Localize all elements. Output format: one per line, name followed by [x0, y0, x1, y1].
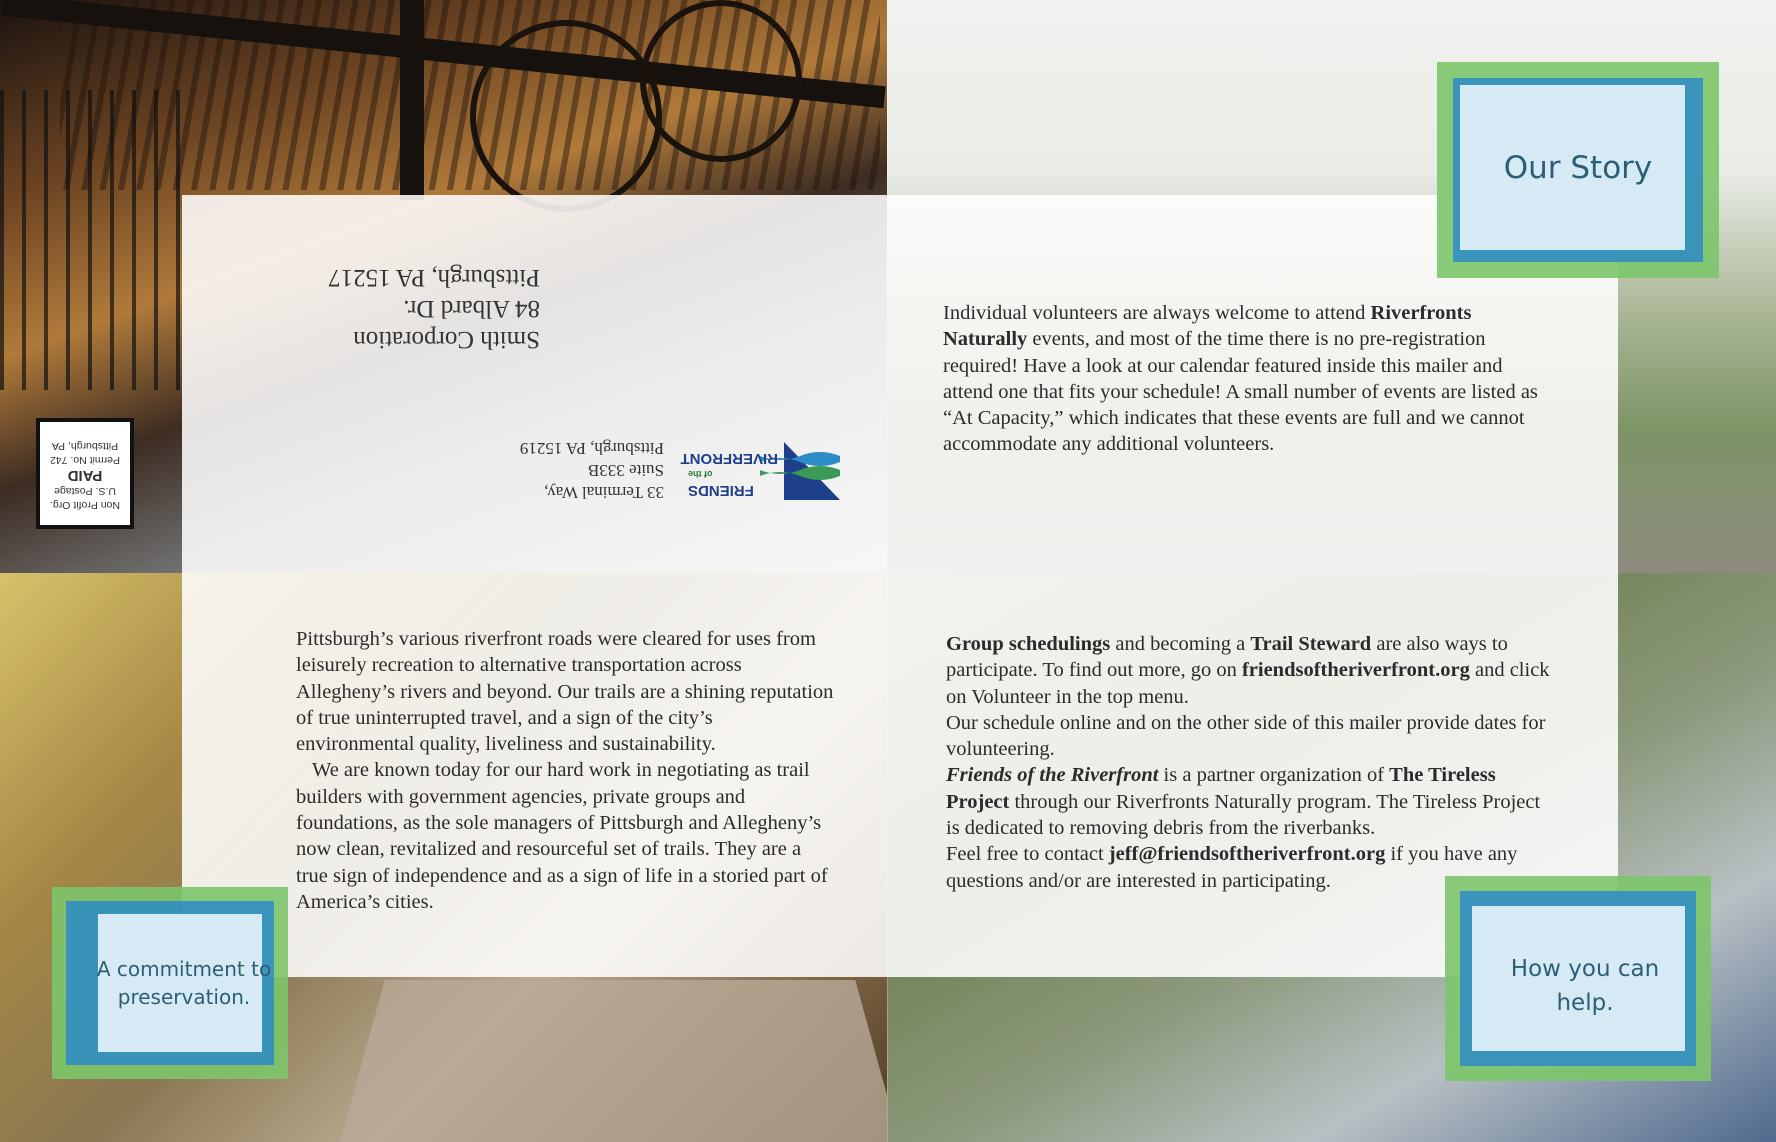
intro-program-name: Riverfronts Naturally	[943, 302, 1472, 351]
commitment-box	[52, 887, 288, 1079]
how-help-title: How you can help.	[1510, 956, 1660, 1016]
trail-path	[340, 980, 900, 1142]
logo-line-friends: FRIENDS	[688, 482, 754, 499]
org-name: Friends of the Riverfront	[946, 764, 1159, 787]
our-story-box	[1437, 62, 1719, 278]
help-text: and click on Volunteer in the top menu.	[946, 659, 1550, 708]
our-story-title: Our Story	[1503, 150, 1653, 186]
help-text: through our Riverfronts Naturally program. The Tireless Project is dedicated to removing debris from the riverbanks.	[946, 790, 1541, 840]
postage-line: U.S. Postage	[54, 485, 116, 498]
return-suite: Suite 333B	[587, 461, 664, 480]
help-paragraph-2: Our schedule online and on the other side of this mailer provide dates for volunteering.	[946, 711, 1546, 761]
history-section	[296, 626, 836, 915]
postage-line: Non Profit Org.	[49, 499, 121, 511]
website-link: friendsoftheriverfront.org	[1241, 659, 1470, 682]
how-you-can-help-box	[1445, 876, 1711, 1081]
help-text: are also ways to participate. To find out more, go on	[946, 633, 1508, 682]
help-bold: Trail Steward	[1250, 633, 1372, 655]
postage-line: Pittsburgh, PA	[51, 440, 119, 453]
postage-paid: PAID	[67, 467, 103, 484]
postage-line: Permit No. 742	[49, 454, 121, 466]
bicycle-wheel	[640, 0, 802, 162]
intro-text: Individual volunteers are always welcome to attend	[943, 302, 1371, 324]
recipient-street: 84 Albard Dr.	[403, 295, 540, 322]
help-bold: Group schedulings	[946, 633, 1111, 655]
bridge-railing	[0, 90, 180, 390]
help-text: and becoming a	[1110, 633, 1251, 655]
history-paragraph-1: Pittsburgh’s various riverfront roads were cleared for uses from leisurely recreation to alternative transportation across Allegheny’s rivers and beyond. Our trails are a shining reputation of true uninterrupted travel, and a sign of the city’s environmental quality, liveliness and sustainability.	[296, 628, 834, 756]
help-paragraph-3	[946, 762, 1556, 841]
logo-text	[680, 450, 778, 499]
help-text: if you have any questions and/or are interested in participating.	[946, 843, 1518, 892]
help-text: Feel free to contact	[946, 843, 1109, 866]
history-paragraph-2: We are known today for our hard work in negotiating as trail builders with government agencies, private groups and foundations, as the sole managers of Pittsburgh and Allegheny’s now clean, revitalized and resourceful set of trails. They are a true sign of independence and as a sign of life in a storied part of America’s cities.	[296, 759, 828, 913]
logo-line-ofthe: of the	[688, 469, 713, 479]
logo-line-riverfront: RIVERFRONT	[680, 450, 778, 467]
recipient-address	[308, 262, 540, 355]
commitment-title: A commitment to preservation.	[96, 957, 272, 1009]
postage-indicia	[36, 418, 134, 529]
partner-name: The Tireless Project	[946, 764, 1496, 813]
return-address	[494, 437, 664, 503]
intro-paragraph	[943, 300, 1553, 458]
contact-email: jeff@friendsoftheriverfront.org	[1108, 843, 1386, 866]
intro-text: events, and most of the time there is no pre-registration required! Have a look at our calendar featured inside this mailer and attend one that fits your schedule! A small number of events are listed as “At Capacity,” which indicates that these events are full and we cannot accommodate any additional volunteers.	[943, 328, 1538, 456]
return-city: Pittsburgh, PA 15219	[519, 439, 664, 458]
friends-riverfront-logo	[680, 438, 840, 506]
return-street: 33 Terminal Way,	[544, 483, 664, 502]
help-text: is a partner organization of	[1158, 764, 1390, 787]
bicycle-wheel	[470, 20, 662, 212]
fold-line	[887, 0, 888, 1142]
recipient-city: Pittsburgh, PA 15217	[328, 264, 540, 291]
help-section	[946, 631, 1556, 894]
help-paragraph-1	[946, 631, 1556, 710]
roof-post	[400, 0, 424, 200]
recipient-name: Smith Corporation	[353, 326, 540, 353]
